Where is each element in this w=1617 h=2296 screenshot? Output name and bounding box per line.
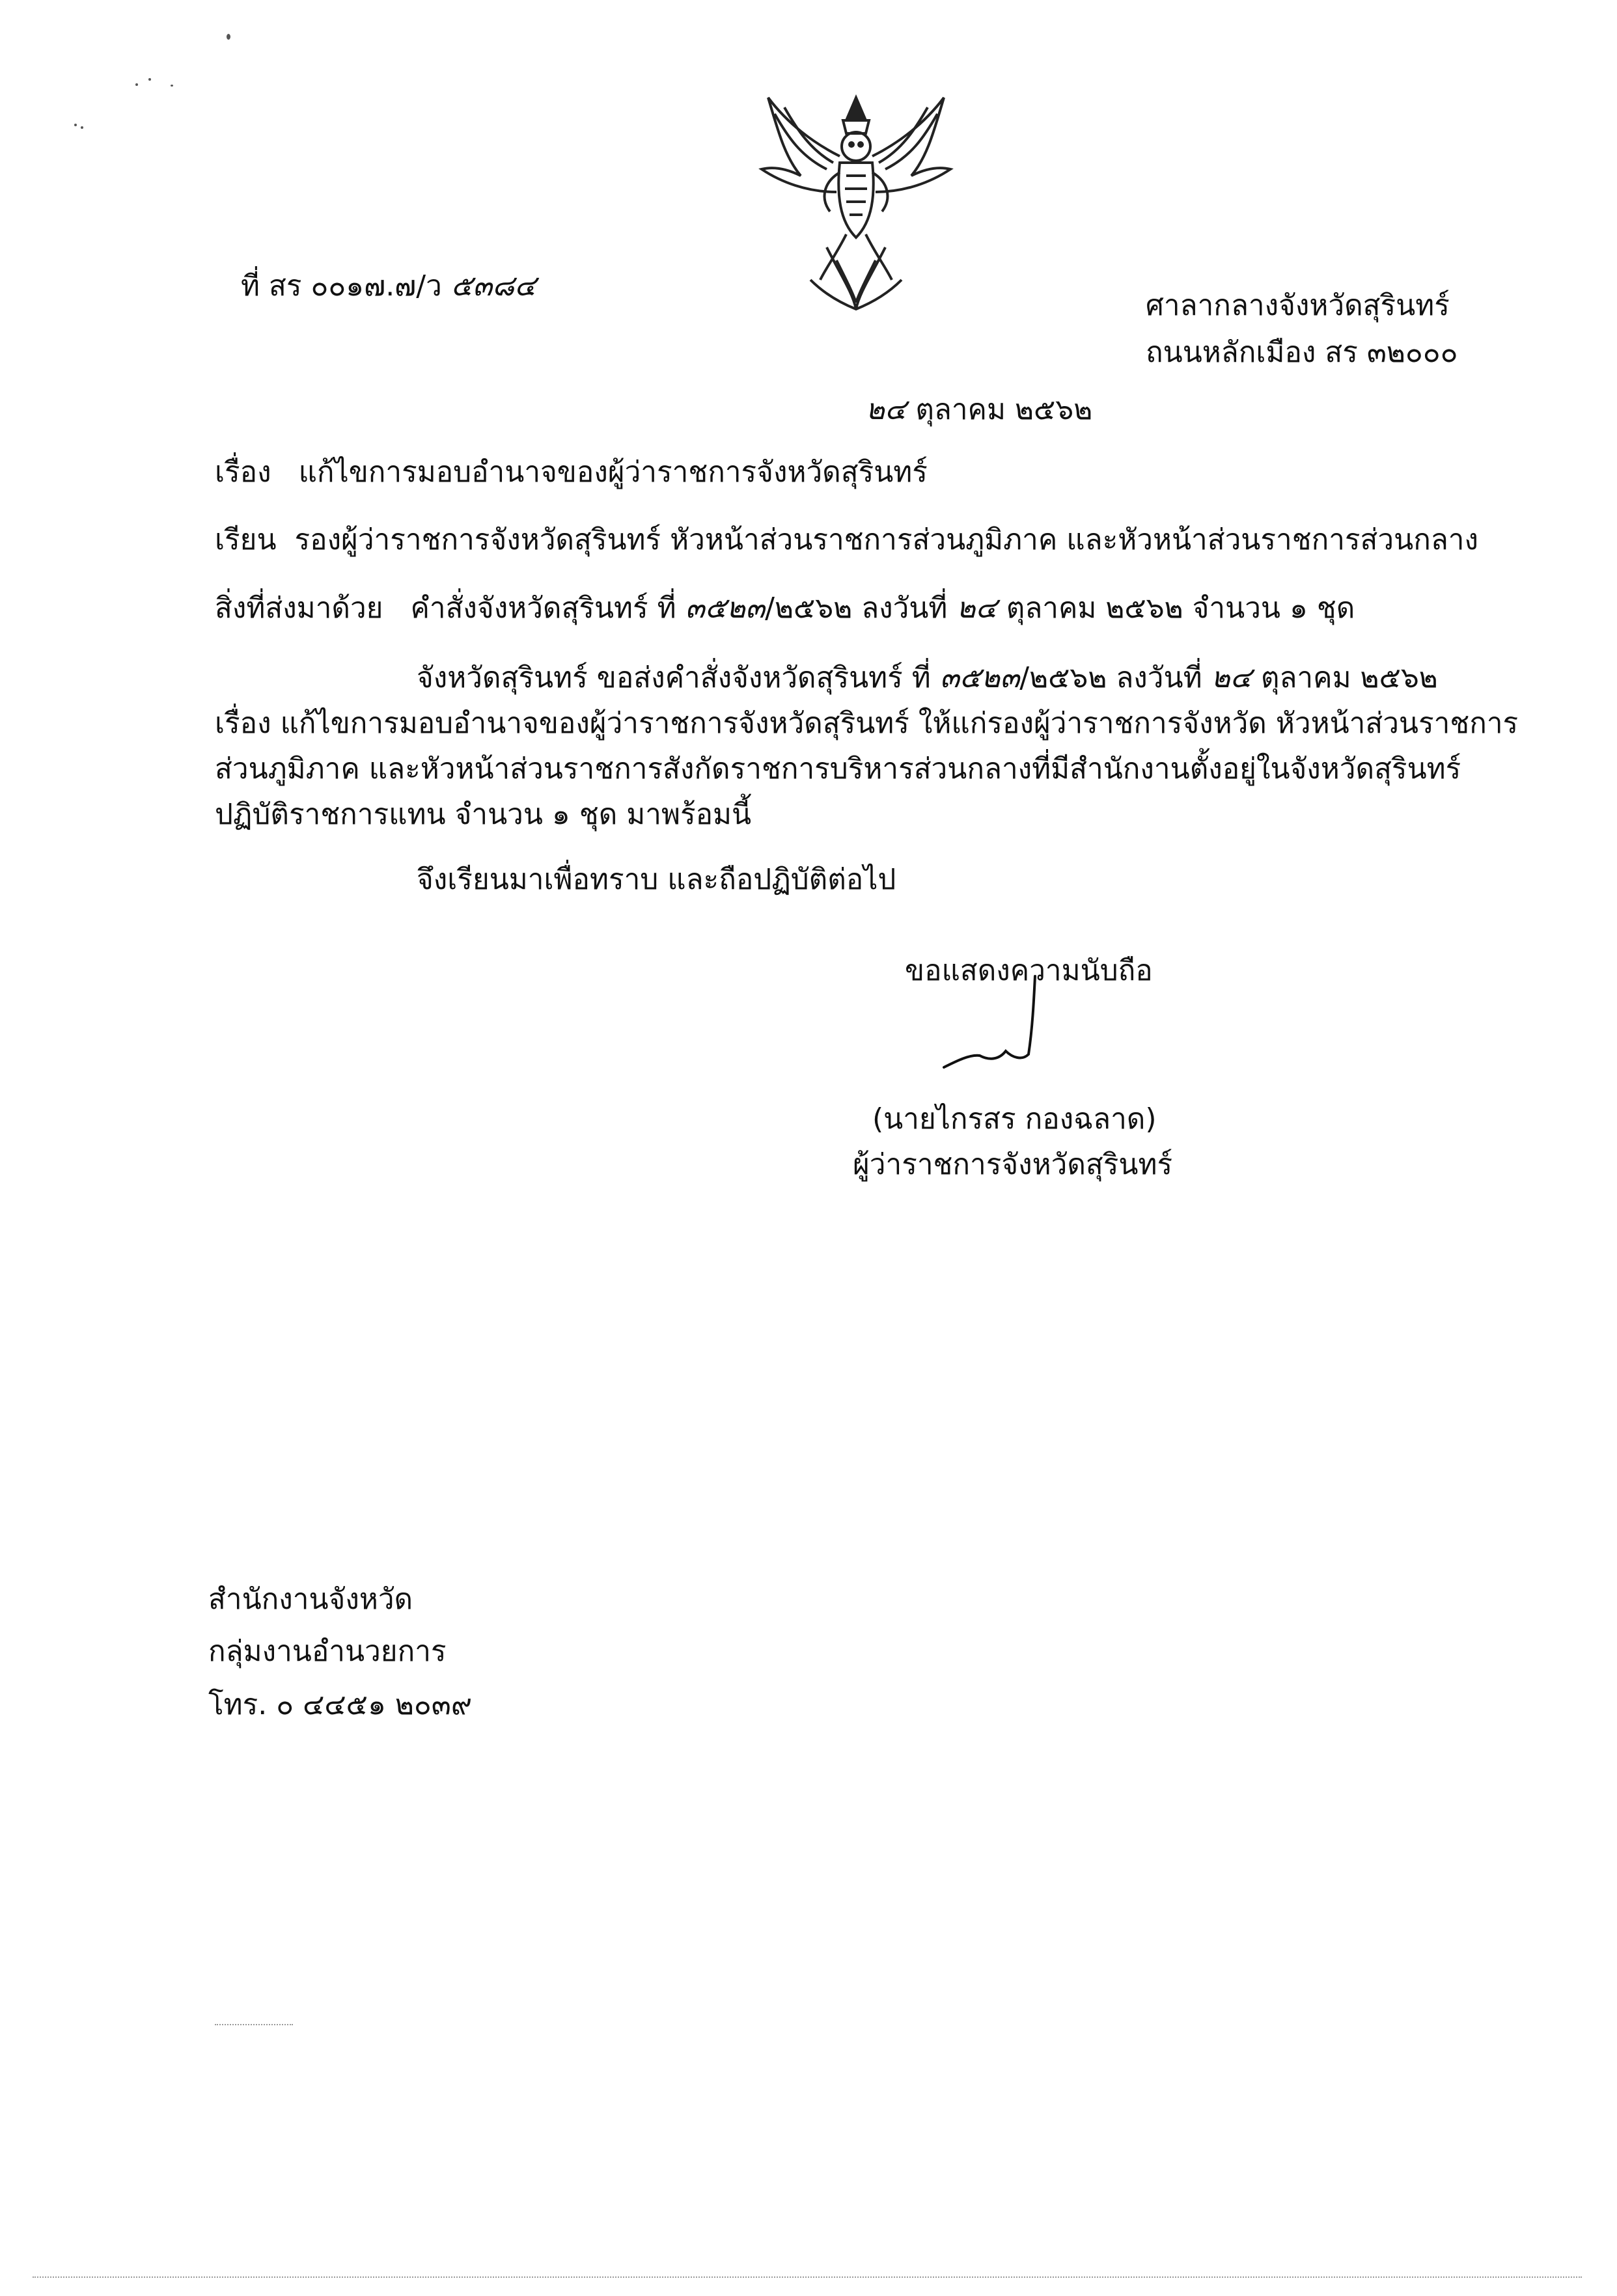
addressee-line [215, 521, 1478, 560]
subject-label: เรื่อง [215, 456, 271, 489]
date-month-year: ตุลาคม ๒๕๖๒ [915, 393, 1093, 426]
subject-line [215, 453, 928, 492]
footer-phone: โทร. ๐ ๔๔๕๑ ๒๐๓๙ [208, 1688, 473, 1721]
letter-date [866, 390, 1092, 430]
signatory-position: ผู้ว่าราชการจังหวัดสุรินทร์ [853, 1148, 1173, 1181]
addressee-text: รองผู้ว่าราชการจังหวัดสุรินทร์ หัวหน้าส่วนราชการส่วนภูมิภาค และหัวหน้าส่วนราชการส่วนกลาง [294, 523, 1478, 556]
scan-speck [227, 34, 230, 40]
footer-division: กลุ่มงานอำนวยการ [208, 1635, 447, 1668]
enclosure-text-b: /๒๕๖๒ ลงวันที่ [765, 592, 948, 625]
scan-speck [148, 78, 151, 81]
garuda-emblem-icon [749, 85, 963, 319]
reference-number [241, 267, 536, 306]
office-name: ศาลากลางจังหวัดสุรินทร์ [1146, 289, 1450, 322]
body-line-3: ส่วนภูมิภาค และหัวหน้าส่วนราชการสังกัดราชการบริหารส่วนกลางที่มีสำนักงานตั้งอยู่ในจังหวัดสุรินทร์ [215, 752, 1461, 786]
scan-speck [135, 83, 138, 86]
body-line-1-a: จังหวัดสุรินทร์ ขอส่งคำสั่งจังหวัดสุรินทร์ ที่ [417, 661, 931, 694]
enclosure-text-a: คำสั่งจังหวัดสุรินทร์ ที่ [410, 592, 676, 625]
signature-mark [931, 970, 1061, 1087]
footer-office: สำนักงานจังหวัด [208, 1583, 413, 1616]
body-day-handwritten: ๒๔ [1211, 661, 1252, 694]
subject-text: แก้ไขการมอบอำนาจของผู้ว่าราชการจังหวัดสุรินทร์ [298, 456, 928, 489]
addressee-label: เรียน [215, 523, 277, 556]
scan-dotted-line [33, 2276, 1582, 2279]
signatory-name: (นายไกรสร กองฉลาด) [872, 1102, 1157, 1136]
body-line-1-b: /๒๕๖๒ ลงวันที่ [1019, 661, 1202, 694]
enclosure-order-handwritten: ๓๕๒๓ [685, 592, 766, 625]
scan-speck [81, 126, 83, 129]
reference-prefix: ที่ สร ๐๐๑๗.๗/ว [241, 269, 442, 303]
body-line-1 [417, 659, 1438, 698]
scan-speck [74, 124, 77, 126]
body-order-handwritten: ๓๕๒๓ [939, 661, 1020, 694]
date-day-handwritten: ๒๔ [866, 393, 907, 426]
body-line-4: ปฏิบัติราชการแทน จำนวน ๑ ชุด มาพร้อมนี้ [215, 798, 752, 831]
enclosure-label: สิ่งที่ส่งมาด้วย [215, 592, 383, 625]
office-address: ถนนหลักเมือง สร ๓๒๐๐๐ [1146, 336, 1458, 369]
closing-request: จึงเรียนมาเพื่อทราบ และถือปฏิบัติต่อไป [417, 863, 896, 896]
enclosure-day-handwritten: ๒๔ [956, 592, 997, 625]
body-line-1-c: ตุลาคม ๒๕๖๒ [1260, 661, 1438, 694]
reference-handwritten-number: ๕๓๘๔ [450, 269, 536, 303]
body-line-2: เรื่อง แก้ไขการมอบอำนาจของผู้ว่าราชการจังหวัดสุรินทร์ ให้แก่รองผู้ว่าราชการจังหวัด หัวหน้าส่วนราชการ [215, 707, 1519, 740]
enclosure-line [215, 589, 1355, 628]
enclosure-text-c: ตุลาคม ๒๕๖๒ จำนวน ๑ ชุด [1006, 592, 1355, 625]
scan-dotted-line [215, 2024, 293, 2027]
scan-speck [171, 85, 173, 87]
closing-phrase: ขอแสดงความนับถือ [905, 954, 1153, 987]
